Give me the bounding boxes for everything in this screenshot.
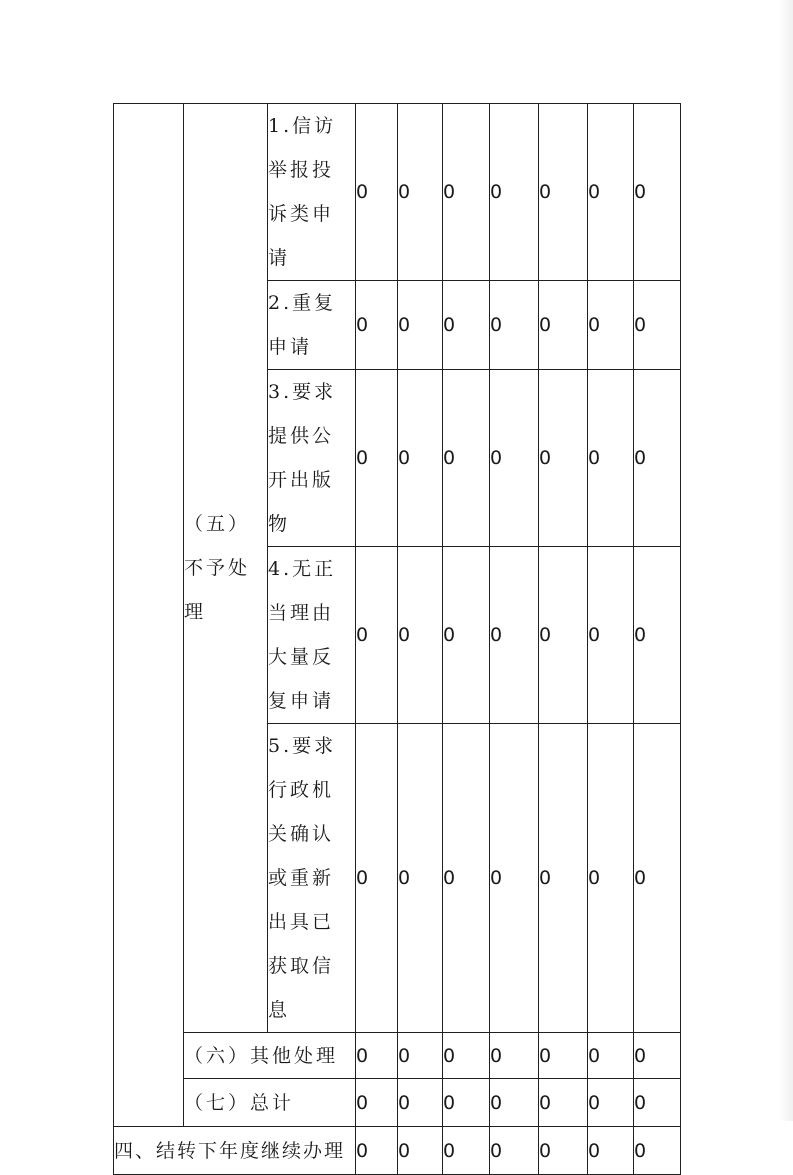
value-cell: 0 <box>398 724 443 1033</box>
item-label: 5.要求行政机关确认或重新出具已获取信息 <box>268 724 356 1033</box>
value-cell: 0 <box>588 1127 634 1175</box>
value-cell: 0 <box>634 281 681 370</box>
value-cell: 0 <box>490 1033 539 1079</box>
row-label-four: 四、结转下年度继续办理 <box>114 1127 356 1175</box>
value-cell: 0 <box>356 370 398 547</box>
value-cell: 0 <box>539 104 588 281</box>
value-cell: 0 <box>356 1079 398 1127</box>
value-cell: 0 <box>443 547 490 724</box>
value-cell: 0 <box>539 547 588 724</box>
value-cell: 0 <box>398 281 443 370</box>
value-cell: 0 <box>490 370 539 547</box>
value-cell: 0 <box>443 1079 490 1127</box>
value-cell: 0 <box>634 724 681 1033</box>
table-row <box>114 1127 681 1175</box>
value-cell: 0 <box>356 1033 398 1079</box>
value-cell: 0 <box>588 104 634 281</box>
value-cell: 0 <box>588 281 634 370</box>
row-label-seven: （七）总计 <box>184 1079 356 1127</box>
value-cell: 0 <box>634 547 681 724</box>
item-label: 2.重复申请 <box>268 281 356 370</box>
value-cell: 0 <box>634 1127 681 1175</box>
value-cell: 0 <box>588 1079 634 1127</box>
value-cell: 0 <box>539 1127 588 1175</box>
value-cell: 0 <box>634 1079 681 1127</box>
table-row <box>114 1079 681 1127</box>
value-cell: 0 <box>588 724 634 1033</box>
statistics-table <box>113 103 681 1175</box>
value-cell: 0 <box>356 547 398 724</box>
value-cell: 0 <box>398 370 443 547</box>
value-cell: 0 <box>398 104 443 281</box>
item-label: 4.无正当理由大量反复申请 <box>268 547 356 724</box>
blank-cell <box>114 104 184 1127</box>
value-cell: 0 <box>490 104 539 281</box>
value-cell: 0 <box>588 547 634 724</box>
value-cell: 0 <box>443 724 490 1033</box>
item-label: 3.要求提供公开出版物 <box>268 370 356 547</box>
value-cell: 0 <box>443 1033 490 1079</box>
value-cell: 0 <box>398 547 443 724</box>
value-cell: 0 <box>490 1127 539 1175</box>
value-cell: 0 <box>356 281 398 370</box>
value-cell: 0 <box>634 370 681 547</box>
value-cell: 0 <box>490 724 539 1033</box>
value-cell: 0 <box>443 1127 490 1175</box>
value-cell: 0 <box>490 547 539 724</box>
value-cell: 0 <box>490 1079 539 1127</box>
group-label-five: （五）不予处理 <box>184 104 268 1033</box>
row-label-six: （六）其他处理 <box>184 1033 356 1079</box>
value-cell: 0 <box>443 370 490 547</box>
value-cell: 0 <box>490 281 539 370</box>
value-cell: 0 <box>539 281 588 370</box>
value-cell: 0 <box>398 1079 443 1127</box>
value-cell: 0 <box>443 281 490 370</box>
value-cell: 0 <box>398 1033 443 1079</box>
value-cell: 0 <box>539 370 588 547</box>
value-cell: 0 <box>634 1033 681 1079</box>
value-cell: 0 <box>356 1127 398 1175</box>
table-row <box>114 1033 681 1079</box>
value-cell: 0 <box>539 1079 588 1127</box>
value-cell: 0 <box>443 104 490 281</box>
value-cell: 0 <box>539 724 588 1033</box>
value-cell: 0 <box>356 104 398 281</box>
value-cell: 0 <box>634 104 681 281</box>
table-row <box>114 104 681 281</box>
value-cell: 0 <box>398 1127 443 1175</box>
item-label: 1.信访举报投诉类申请 <box>268 104 356 281</box>
value-cell: 0 <box>356 724 398 1033</box>
value-cell: 0 <box>588 370 634 547</box>
page-edge-shadow <box>779 0 793 1121</box>
value-cell: 0 <box>588 1033 634 1079</box>
value-cell: 0 <box>539 1033 588 1079</box>
